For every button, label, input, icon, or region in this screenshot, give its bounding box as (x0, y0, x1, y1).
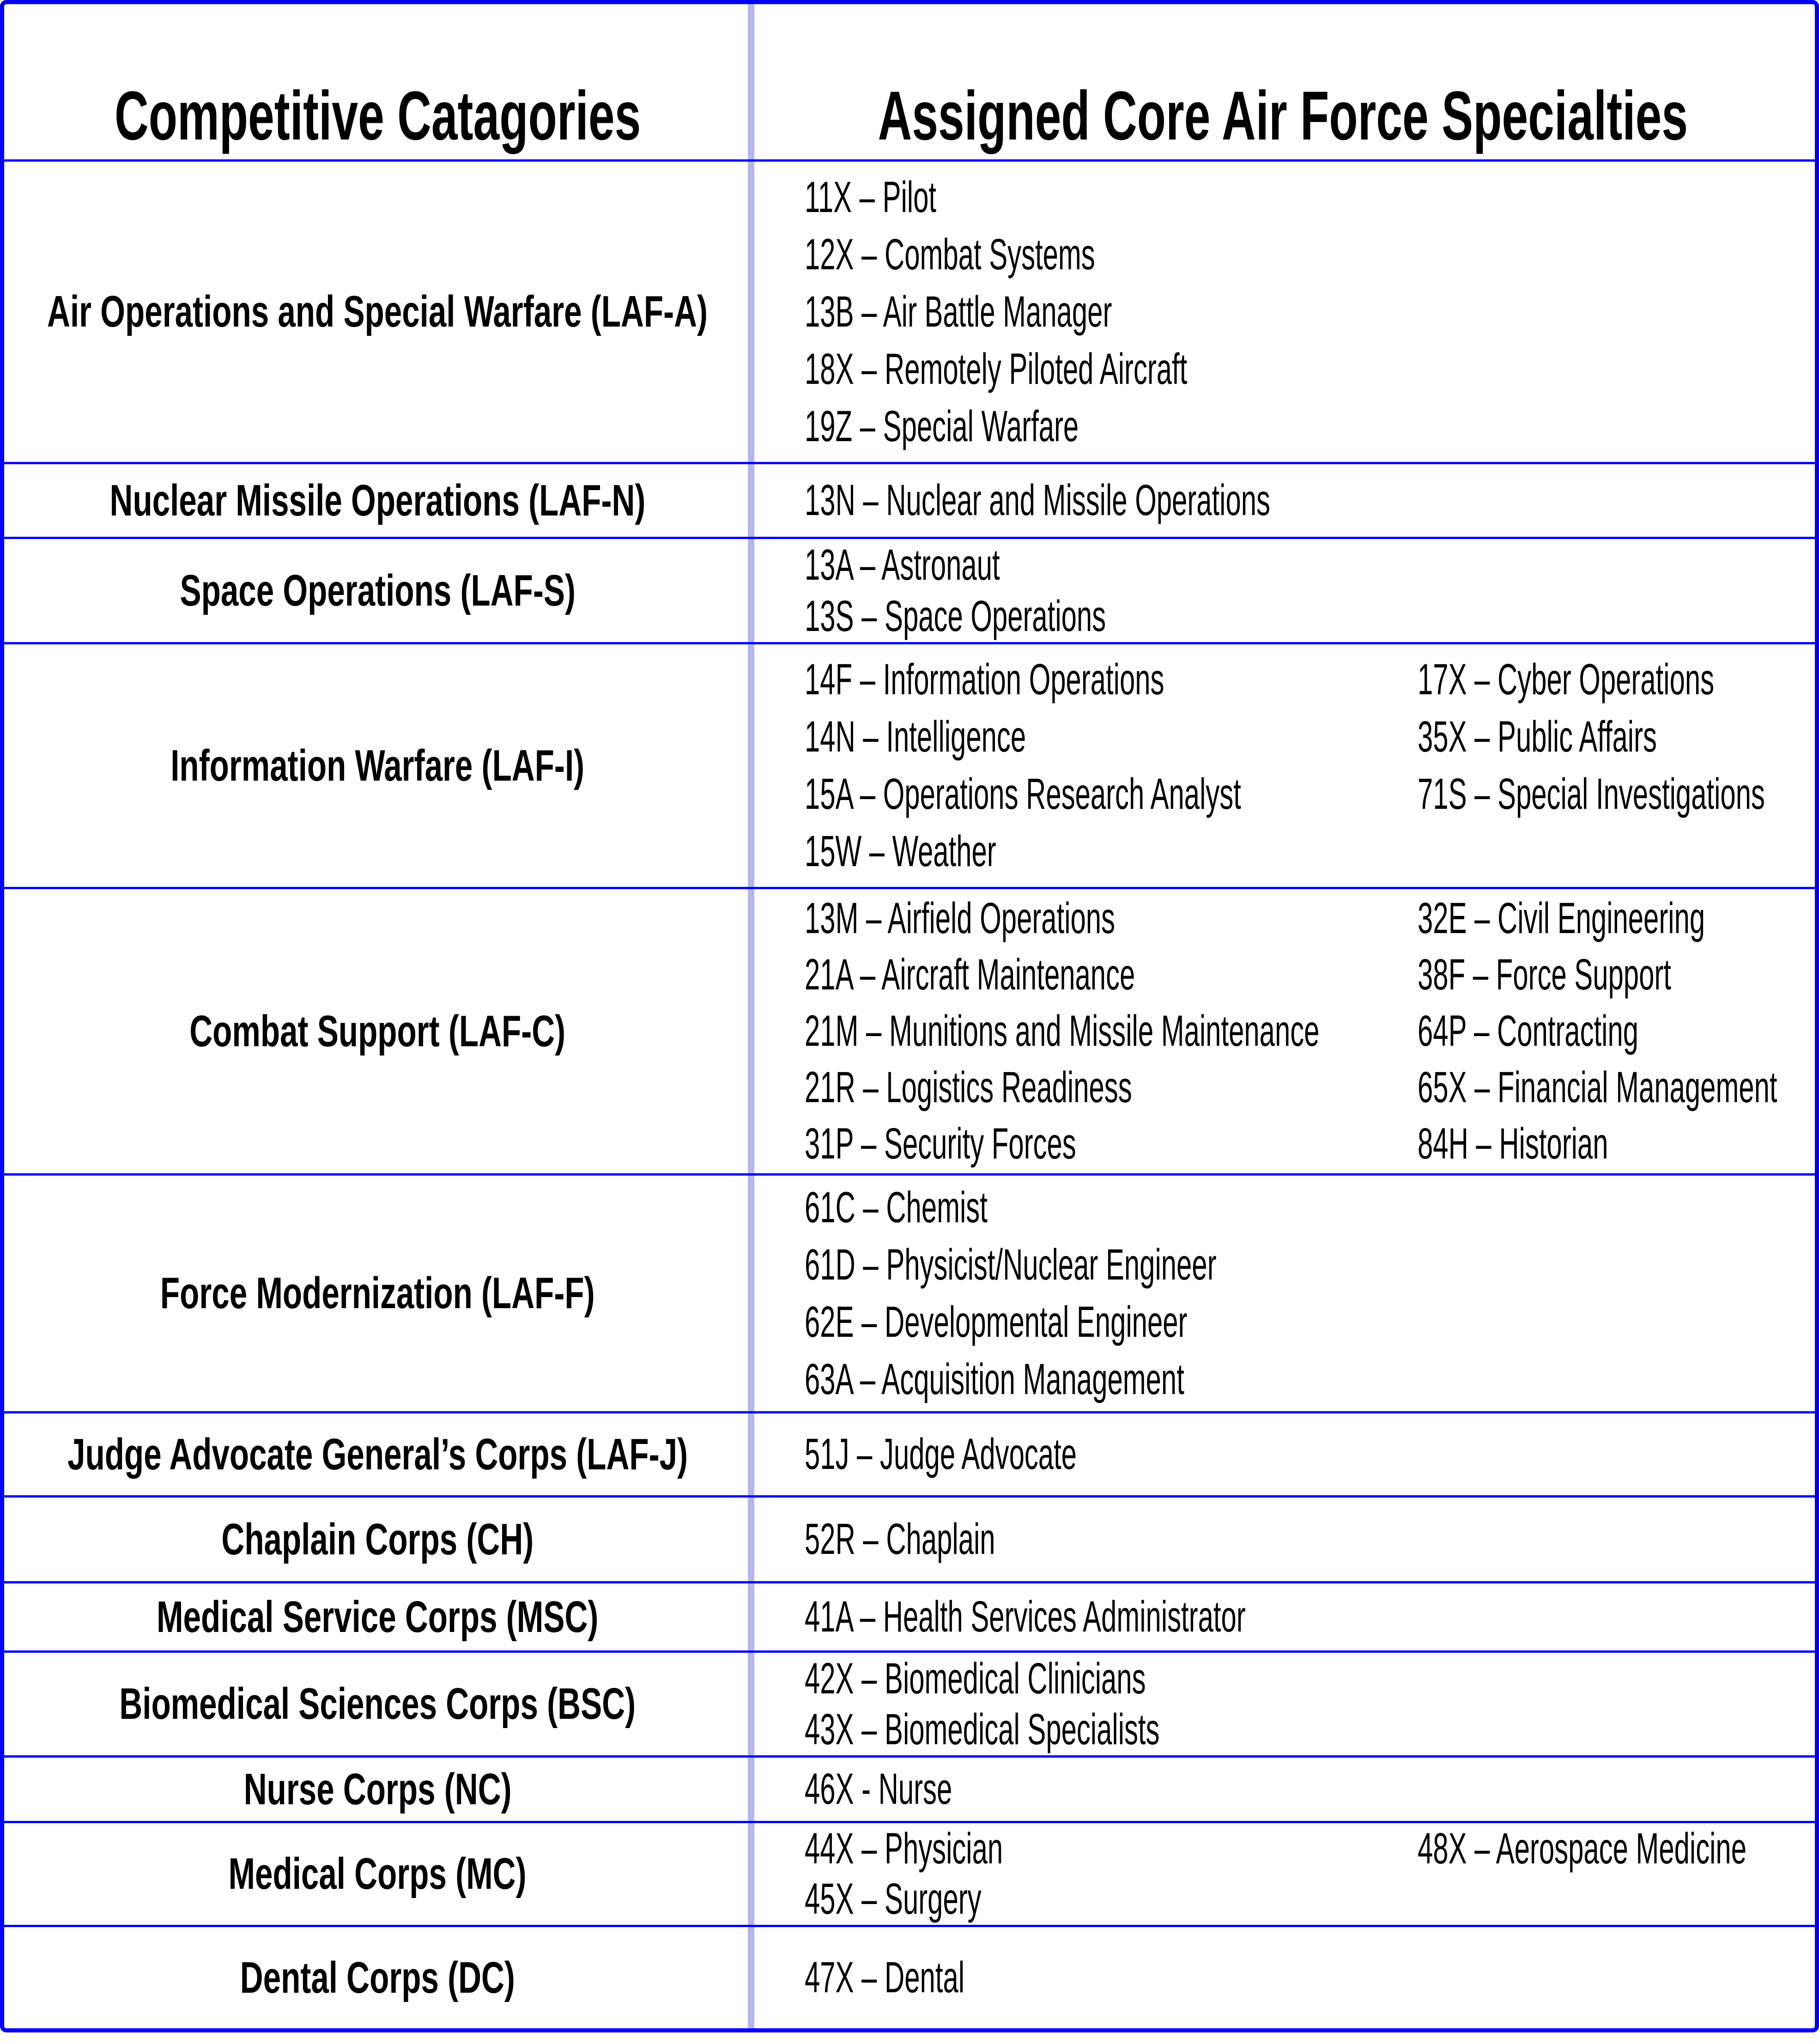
specialties-cell (751, 464, 1815, 537)
specialty-label: 13M – Airfield Operations (805, 894, 1116, 943)
category-cell (4, 1758, 751, 1821)
specialty-item (805, 1953, 1815, 2003)
specialty-item (1418, 893, 1815, 944)
specialties-cell (751, 1583, 1815, 1650)
specialty-item (805, 172, 1815, 223)
category-cell (4, 1176, 751, 1411)
specialty-item (805, 826, 1418, 877)
category-label: Air Operations and Special Warfare (LAF-A) (47, 287, 708, 336)
specialties-cell (751, 1498, 1815, 1581)
specialty-item (805, 287, 1815, 337)
specialty-label: 11X – Pilot (805, 172, 937, 222)
category-cell (4, 644, 751, 887)
specialty-label: 38F – Force Support (1418, 950, 1671, 999)
specialty-item (805, 712, 1418, 762)
specialty-item (1418, 1062, 1815, 1113)
specialty-label: 14N – Intelligence (805, 712, 1026, 761)
specialties-cell (751, 1653, 1815, 1755)
category-cell (4, 464, 751, 537)
specialty-label: 42X – Biomedical Clinicians (805, 1654, 1146, 1703)
specialty-label: 45X – Surgery (805, 1874, 982, 1923)
specialty-label: 43X – Biomedical Specialists (805, 1704, 1160, 1754)
specialty-item (805, 1654, 1815, 1704)
specialties-cell (751, 1927, 1815, 2028)
specialty-item (1418, 1119, 1815, 1169)
specialty-label: 13A – Astronaut (805, 540, 1000, 589)
category-label: Medical Service Corps (MSC) (157, 1592, 599, 1642)
specialty-label: 46X - Nurse (805, 1765, 952, 1814)
category-label: Chaplain Corps (CH) (221, 1514, 534, 1564)
category-cell (4, 1927, 751, 2028)
category-cell (4, 539, 751, 642)
category-label: Nurse Corps (NC) (243, 1764, 512, 1814)
specialties-cell (751, 1758, 1815, 1821)
header-assigned-specialties (751, 4, 1815, 159)
table-row (4, 1650, 1815, 1755)
table-row (4, 537, 1815, 642)
specialty-label: 52R – Chaplain (805, 1515, 995, 1564)
specialty-item (805, 1183, 1815, 1233)
specialty-label: 47X – Dental (805, 1953, 965, 2002)
specialty-item (805, 344, 1815, 394)
specialty-label: 61C – Chemist (805, 1183, 988, 1232)
specialty-item (805, 893, 1418, 944)
category-cell (4, 1413, 751, 1495)
specialty-label: 48X – Aerospace Medicine (1418, 1824, 1747, 1873)
specialty-item (805, 769, 1418, 819)
specialty-item (1418, 1006, 1815, 1056)
category-cell (4, 889, 751, 1173)
specialty-label: 41A – Health Services Administrator (805, 1592, 1246, 1641)
specialty-item (805, 475, 1815, 526)
specialty-label: 51J – Judge Advocate (805, 1430, 1077, 1479)
category-cell (4, 1653, 751, 1755)
specialty-label: 32E – Civil Engineering (1418, 894, 1705, 943)
specialty-label: 17X – Cyber Operations (1418, 655, 1715, 704)
specialty-label: 61D – Physicist/Nuclear Engineer (805, 1240, 1217, 1289)
table-header-row (4, 4, 1815, 159)
specialty-item (805, 1429, 1815, 1480)
category-label: Medical Corps (MC) (228, 1849, 527, 1898)
specialty-item (805, 1764, 1815, 1814)
category-label: Judge Advocate General’s Corps (LAF-J) (67, 1429, 688, 1479)
specialty-label: 71S – Special Investigations (1418, 770, 1765, 819)
specialty-label: 12X – Combat Systems (805, 230, 1095, 279)
specialties-cell (751, 162, 1815, 462)
specialty-label: 21M – Munitions and Missile Maintenance (805, 1007, 1320, 1055)
specialty-label: 63A – Acquisition Management (805, 1354, 1184, 1404)
specialty-label: 84H – Historian (1418, 1119, 1608, 1168)
specialty-label: 18X – Remotely Piloted Aircraft (805, 344, 1188, 394)
specialties-cell (751, 1176, 1815, 1411)
specialty-label: 44X – Physician (805, 1824, 1003, 1873)
category-label: Force Modernization (LAF-F) (160, 1268, 595, 1318)
category-cell (4, 1498, 751, 1581)
specialty-item (805, 1119, 1418, 1169)
table-row (4, 1925, 1815, 2028)
table-row (4, 1173, 1815, 1411)
specialty-item (805, 1006, 1418, 1056)
category-label: Dental Corps (DC) (240, 1953, 515, 2002)
category-label: Space Operations (LAF-S) (180, 565, 576, 615)
specialty-item (805, 1240, 1815, 1290)
specialty-item (805, 1062, 1418, 1113)
specialty-item (805, 540, 1815, 590)
specialties-cell (751, 644, 1815, 887)
specialty-label: 21A – Aircraft Maintenance (805, 950, 1135, 999)
specialty-item (805, 950, 1418, 1000)
table-row (4, 1495, 1815, 1581)
specialty-item (805, 655, 1418, 705)
specialties-cell (751, 889, 1815, 1173)
category-cell (4, 162, 751, 462)
specialty-label: 19Z – Special Warfare (805, 401, 1079, 451)
specialty-label: 15W – Weather (805, 827, 996, 876)
specialties-cell (751, 539, 1815, 642)
table-row (4, 159, 1815, 462)
table-row (4, 642, 1815, 887)
specialty-label: 62E – Developmental Engineer (805, 1297, 1188, 1346)
specialties-cell (751, 1413, 1815, 1495)
specialty-item (805, 1824, 1418, 1874)
specialty-label: 35X – Public Affairs (1418, 712, 1657, 761)
header-assigned-specialties-label: Assigned Core Air Force Specialties (878, 76, 1688, 154)
specialty-item (1418, 655, 1815, 705)
specialty-item (805, 1704, 1815, 1755)
specialty-item (805, 401, 1815, 452)
specialty-label: 14F – Information Operations (805, 655, 1164, 704)
specialty-item (805, 1874, 1418, 1924)
specialty-item (805, 230, 1815, 280)
specialty-label: 31P – Security Forces (805, 1119, 1076, 1168)
table-row (4, 1411, 1815, 1495)
specialty-item (805, 1514, 1815, 1565)
specialty-label: 21R – Logistics Readiness (805, 1063, 1132, 1112)
specialty-label: 13B – Air Battle Manager (805, 287, 1112, 336)
specialty-label: 65X – Financial Management (1418, 1063, 1777, 1112)
specialty-item (1418, 950, 1815, 1000)
specialty-label: 13S – Space Operations (805, 591, 1106, 641)
category-label: Information Warfare (LAF-I) (170, 740, 585, 790)
table-row (4, 462, 1815, 537)
specialty-label: 15A – Operations Research Analyst (805, 770, 1241, 819)
table-body (4, 159, 1815, 2028)
specialty-label: 13N – Nuclear and Missile Operations (805, 476, 1270, 525)
specialty-label: 64P – Contracting (1418, 1007, 1639, 1055)
table-row (4, 1821, 1815, 1925)
specialty-item (1418, 1824, 1815, 1874)
specialties-cell (751, 1823, 1815, 1925)
table-row (4, 1755, 1815, 1821)
category-cell (4, 1823, 751, 1925)
specialty-item (805, 591, 1815, 642)
specialty-item (805, 1592, 1815, 1642)
table-row (4, 1581, 1815, 1650)
header-competitive-categories (4, 4, 751, 159)
specialty-item (1418, 712, 1815, 762)
category-label: Nuclear Missile Operations (LAF-N) (109, 475, 646, 525)
category-label: Biomedical Sciences Corps (BSC) (119, 1679, 636, 1729)
specialty-item (1418, 769, 1815, 819)
header-competitive-categories-label: Competitive Catagories (114, 76, 641, 154)
specialty-item (805, 1354, 1815, 1405)
table-row (4, 887, 1815, 1173)
category-label: Combat Support (LAF-C) (189, 1006, 566, 1056)
specialty-item (805, 1297, 1815, 1347)
category-cell (4, 1583, 751, 1650)
